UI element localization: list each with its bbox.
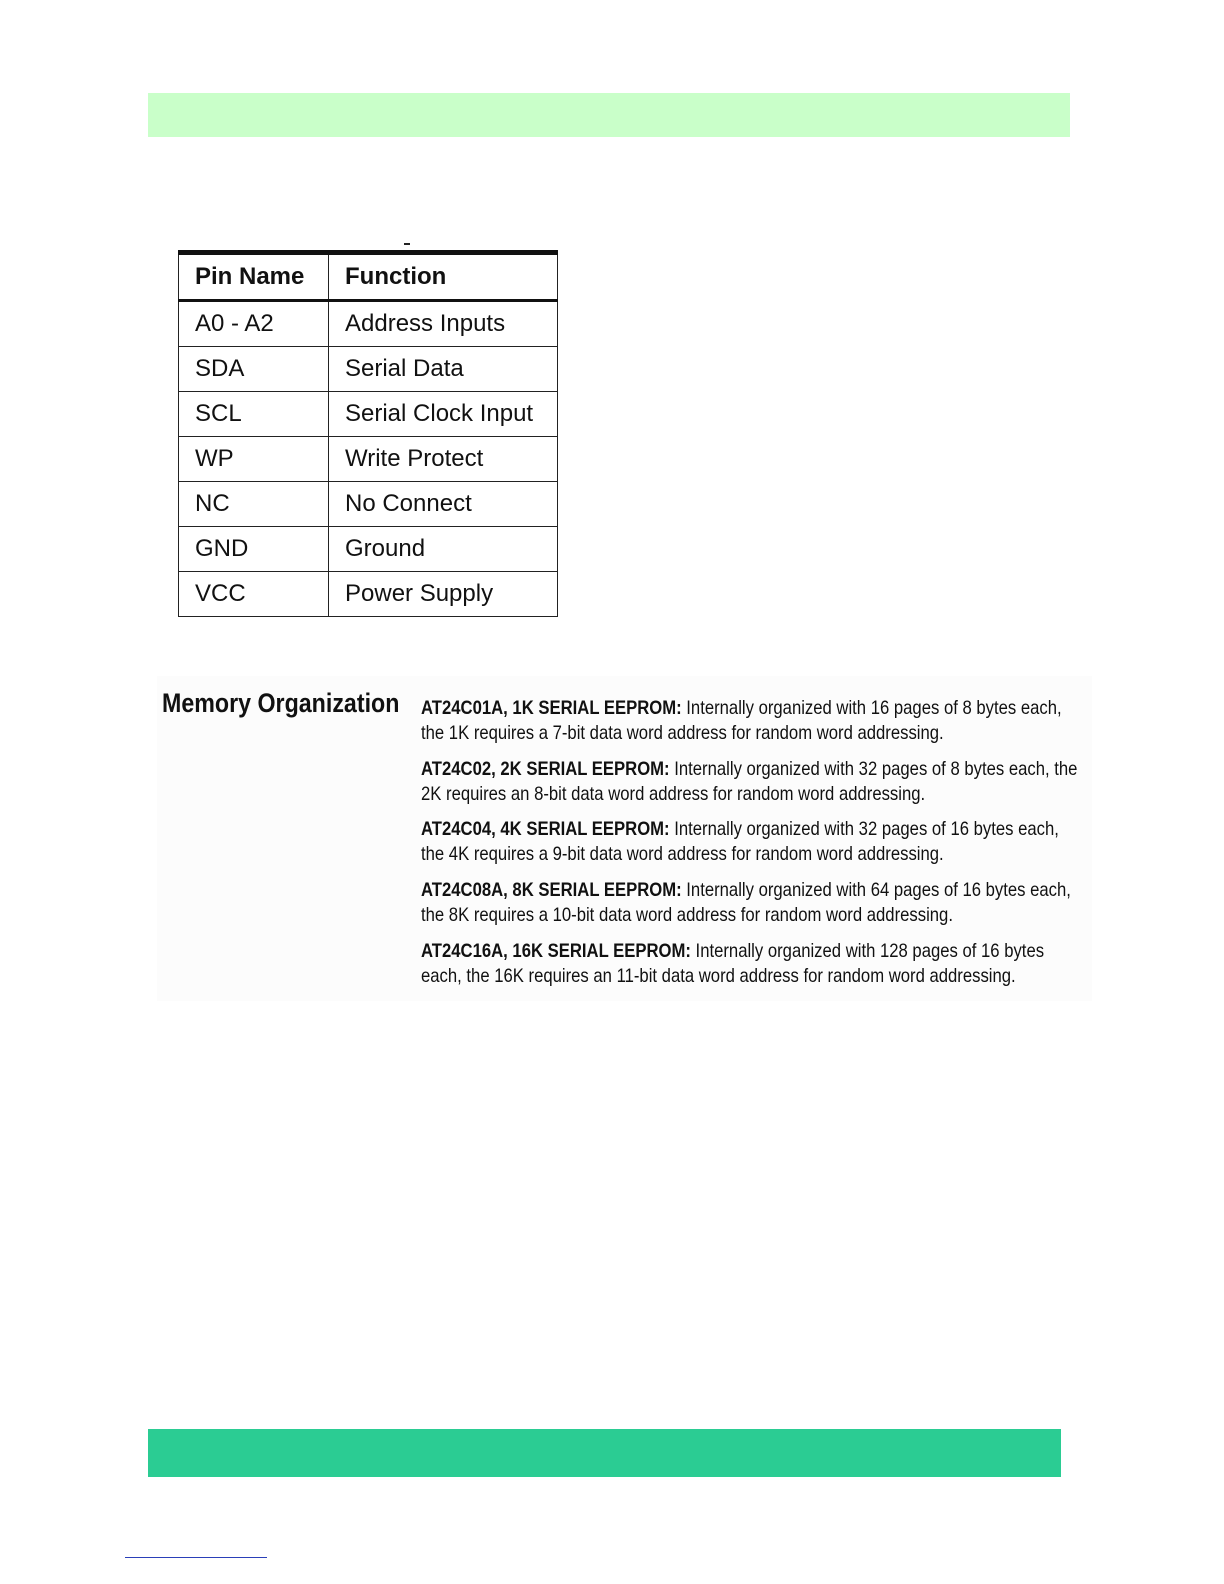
paragraph-text: Internally organized with 16 pages of 8 bytes each, the 1K requires a 7-bit data word address for random word addressing. <box>421 697 1062 744</box>
table-row <box>179 347 558 392</box>
memory-paragraph-at24c08a <box>421 878 1084 927</box>
paragraph-text: Internally organized with 32 pages of 16 bytes each, the 4K requires a 9-bit data word address for random word addressing. <box>421 818 1059 865</box>
paragraph-lead: AT24C01A, 1K SERIAL EEPROM: <box>421 697 682 719</box>
paragraph-lead: AT24C16A, 16K SERIAL EEPROM: <box>421 940 691 962</box>
table-row <box>179 301 558 347</box>
pin-function-cell: Serial Clock Input <box>329 392 558 437</box>
pin-function-cell: Power Supply <box>329 572 558 617</box>
memory-paragraph-at24c02 <box>421 757 1084 806</box>
table-row <box>179 572 558 617</box>
table-header-row <box>179 253 558 301</box>
paragraph-text: Internally organized with 32 pages of 8 bytes each, the 2K requires an 8-bit data word address for random word addressing. <box>421 758 1078 805</box>
pin-function-cell: Write Protect <box>329 437 558 482</box>
header-band <box>148 93 1070 137</box>
pin-name-cell: GND <box>179 527 329 572</box>
pin-function-cell: No Connect <box>329 482 558 527</box>
paragraph-text: Internally organized with 128 pages of 16 bytes each, the 16K requires an 11-bit data word address for random word addressing. <box>421 940 1045 987</box>
memory-organization-section <box>157 676 1092 1001</box>
memory-paragraph-at24c01a <box>421 696 1084 745</box>
column-header-pin-name: Pin Name <box>179 253 329 301</box>
memory-organization-heading: Memory Organization <box>162 688 400 718</box>
pin-name-cell: SDA <box>179 347 329 392</box>
footer-band <box>148 1429 1061 1477</box>
paragraph-lead: AT24C08A, 8K SERIAL EEPROM: <box>421 879 682 901</box>
pin-name-cell: VCC <box>179 572 329 617</box>
pin-name-cell: WP <box>179 437 329 482</box>
caption-tick-mark <box>404 243 410 245</box>
paragraph-text: Internally organized with 64 pages of 16 bytes each, the 8K requires a 10-bit data word address for random word addressing. <box>421 879 1071 926</box>
pin-function-cell: Address Inputs <box>329 301 558 347</box>
pin-configuration-table <box>178 250 558 617</box>
pin-function-cell: Ground <box>329 527 558 572</box>
table-row <box>179 392 558 437</box>
pin-name-cell: A0 - A2 <box>179 301 329 347</box>
pin-name-cell: SCL <box>179 392 329 437</box>
pin-function-cell: Serial Data <box>329 347 558 392</box>
column-header-function: Function <box>329 253 558 301</box>
paragraph-lead: AT24C04, 4K SERIAL EEPROM: <box>421 818 670 840</box>
paragraph-lead: AT24C02, 2K SERIAL EEPROM: <box>421 758 670 780</box>
memory-paragraph-at24c16a <box>421 939 1084 988</box>
footer-rule <box>125 1557 267 1558</box>
table-row <box>179 437 558 482</box>
memory-paragraph-at24c04 <box>421 817 1084 866</box>
table-row <box>179 527 558 572</box>
table-row <box>179 482 558 527</box>
pin-name-cell: NC <box>179 482 329 527</box>
